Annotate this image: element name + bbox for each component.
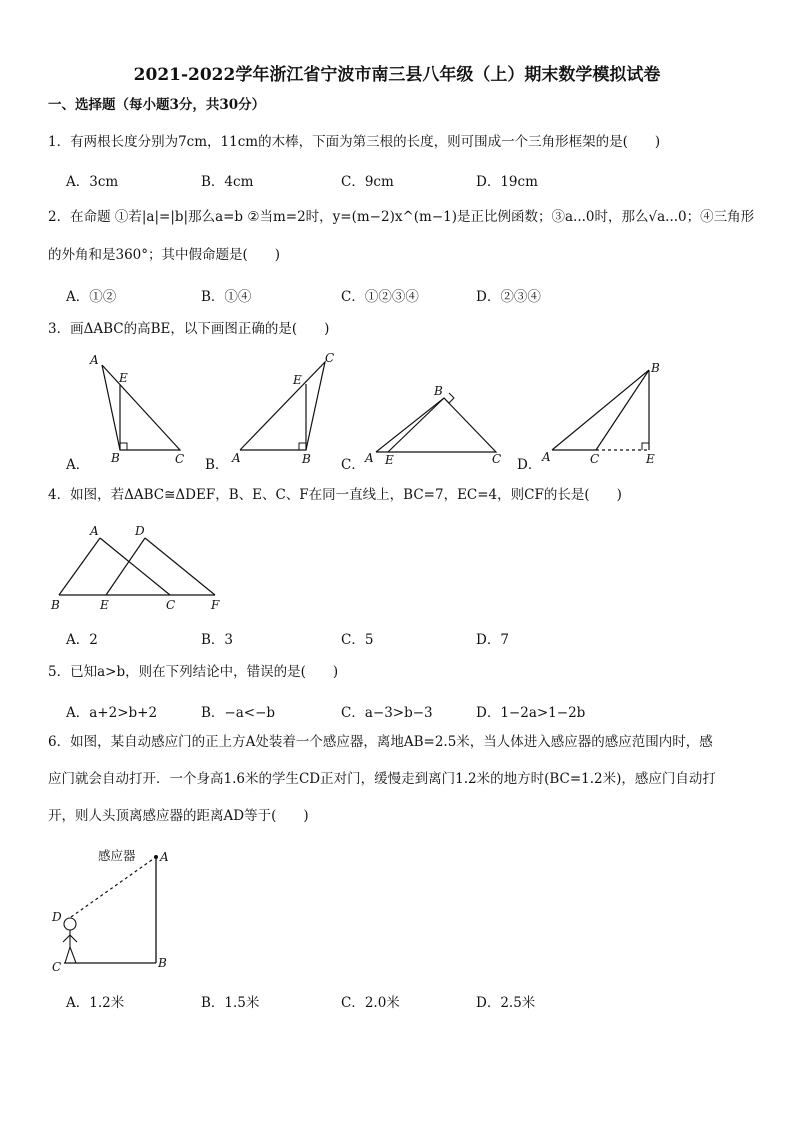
q1-option-a[interactable]: A．3cm [66, 174, 119, 190]
q3-figure-d [540, 355, 670, 470]
q3-option-b[interactable]: B． [205, 457, 229, 473]
question-6-text-line2: 应门就会自动打开．一个身高1.6米的学生CD正对门，缓慢走到离门1.2米的地方时(BC=1.2米)，感应门自动打 [48, 771, 716, 787]
q6-label-c: C [52, 960, 62, 974]
q3d-label-e: E [646, 452, 655, 466]
q4-label-f: F [211, 598, 220, 612]
q3c-label-c: C [492, 452, 502, 466]
person-head-icon [64, 918, 76, 930]
q4-label-e: E [100, 598, 109, 612]
q2-option-b[interactable]: B．①④ [201, 289, 252, 305]
q3-option-c[interactable]: C． [341, 457, 365, 473]
q1-option-b[interactable]: B．4cm [201, 174, 254, 190]
q4-option-b[interactable]: B．3 [201, 632, 234, 648]
question-2-text-line2: 的外角和是360°；其中假命题是( ) [48, 247, 281, 263]
q6-label-a: A [160, 850, 169, 864]
q6-option-d[interactable]: D．2.5米 [476, 995, 536, 1011]
q6-figure [48, 845, 178, 975]
q3c-label-a: A [365, 451, 374, 465]
q3d-label-b: B [651, 361, 660, 375]
question-6-text-line3: 开，则人头顶离感应器的距离AD等于( ) [48, 808, 309, 824]
q3b-label-b: B [302, 452, 311, 466]
q6-label-b: B [158, 956, 167, 970]
q3a-label-e: E [119, 371, 128, 385]
q3c-label-e: E [385, 453, 394, 467]
q3-option-a[interactable]: A． [66, 457, 90, 473]
q6-option-b[interactable]: B．1.5米 [201, 995, 260, 1011]
q5-option-c[interactable]: C．a−3>b−3 [341, 705, 433, 721]
q2-option-a[interactable]: A．①② [66, 289, 117, 305]
q4-option-a[interactable]: A．2 [66, 632, 98, 648]
q3-figure-a [85, 350, 195, 470]
q5-option-d[interactable]: D．1−2a>1−2b [476, 705, 586, 721]
q4-label-a: A [90, 524, 99, 538]
question-1-text: 1．有两根长度分别为7cm，11cm的木棒，下面为第三根的长度，则可围成一个三角形框架的是( ) [48, 134, 661, 150]
q3d-label-c: C [590, 452, 600, 466]
q4-option-c[interactable]: C．5 [341, 632, 374, 648]
question-2-text-line1: 2．在命题 ①若|a|=|b|那么a=b ②当m=2时，y=(m−2)x^(m−1)是正比例函数；③a...0时，那么√a...0；④三角形 [48, 209, 755, 225]
q4-figure [45, 523, 235, 618]
q3a-label-c: C [175, 452, 185, 466]
q3a-label-b: B [111, 451, 120, 465]
q3d-label-a: A [542, 450, 551, 464]
q3-figure-c [360, 380, 510, 470]
q2-option-d[interactable]: D．②③④ [476, 289, 541, 305]
q5-option-a[interactable]: A．a+2>b+2 [66, 705, 158, 721]
q3b-label-e: E [293, 373, 302, 387]
q3c-label-b: B [434, 384, 443, 398]
section-heading: 一、选择题（每小题3分，共30分） [48, 97, 266, 113]
q3b-label-c: C [325, 351, 335, 365]
q1-option-c[interactable]: C．9cm [341, 174, 394, 190]
q5-option-b[interactable]: B．−a<−b [201, 705, 276, 721]
q4-label-c: C [166, 598, 176, 612]
question-3-text: 3．画ΔABC的高BE，以下画图正确的是( ) [48, 321, 330, 337]
q4-label-d: D [135, 524, 145, 538]
q2-option-c[interactable]: C．①②③④ [341, 289, 419, 305]
question-6-text-line1: 6．如图，某自动感应门的正上方A处装着一个感应器，离地AB=2.5米，当人体进入感应器的感应范围内时，感 [48, 734, 713, 750]
question-5-text: 5．已知a>b，则在下列结论中，错误的是( ) [48, 664, 339, 680]
q6-option-c[interactable]: C．2.0米 [341, 995, 400, 1011]
q4-option-d[interactable]: D．7 [476, 632, 509, 648]
q6-option-a[interactable]: A．1.2米 [66, 995, 125, 1011]
q3a-label-a: A [90, 353, 99, 367]
page-title: 2021-2022学年浙江省宁波市南三县八年级（上）期末数学模拟试卷 [133, 65, 661, 85]
question-4-text: 4．如图，若ΔABC≅ΔDEF，B、E、C、F在同一直线上，BC=7，EC=4，则CF的长是( ) [48, 487, 622, 503]
q6-label-sensor: 感应器 [98, 848, 136, 863]
q3b-label-a: A [232, 451, 241, 465]
q3-option-d[interactable]: D． [517, 457, 542, 473]
q6-label-d: D [52, 910, 62, 924]
q1-option-d[interactable]: D．19cm [476, 174, 538, 190]
q3-figure-b [228, 350, 343, 470]
q4-label-b: B [51, 598, 60, 612]
